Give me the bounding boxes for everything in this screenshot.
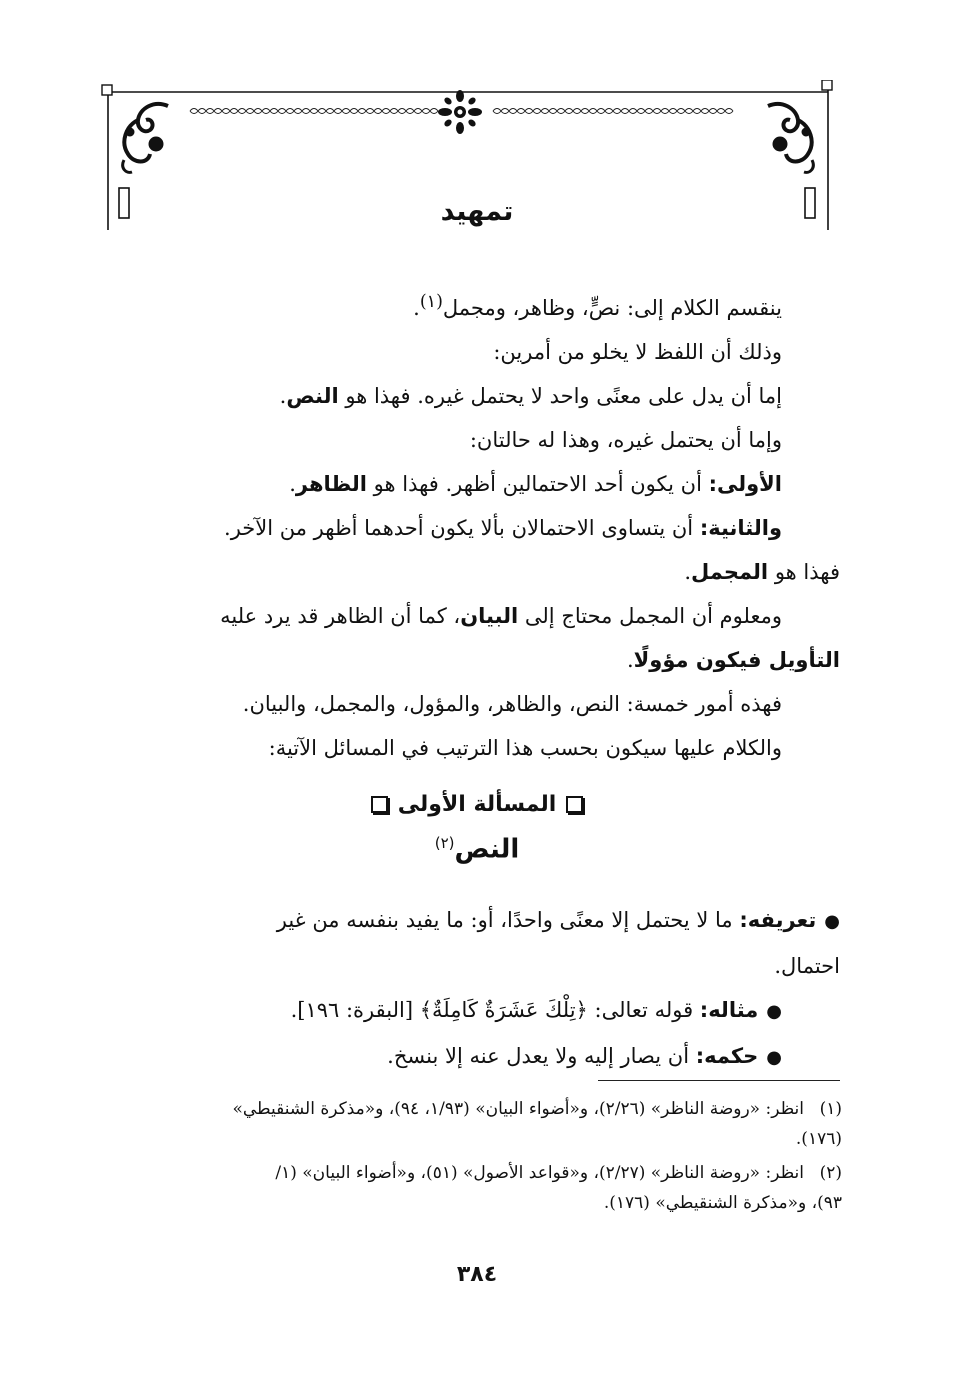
term-bold: المجمل (691, 560, 769, 584)
footnote-text: ٩٣)، و«مذكرة الشنقيطي» (١٧٦). (603, 1193, 842, 1213)
term-bold: الظاهر (295, 472, 367, 496)
paragraph-line (100, 506, 840, 550)
section-heading (0, 792, 954, 817)
bullet-dot-icon: ● (824, 911, 840, 932)
chain-pattern-right (493, 109, 733, 114)
section-heading-text: المسألة الأولى (397, 792, 557, 817)
paragraph-line: والكلام عليها سيكون بحسب هذا الترتيب في المسائل الآتية: (268, 736, 782, 760)
text-span: إما أن يدل على معنًى واحد لا يحتمل غيره. فهذا هو (338, 384, 782, 408)
footnote-text: انظر: «روضة الناظر» (٢/٢٧)، و«قواعد الأصول» (٥١)، و«أضواء البيان» (١/ (275, 1163, 804, 1183)
bullet-list (100, 898, 840, 1080)
paragraph-line (100, 550, 840, 594)
paragraph-line (100, 462, 840, 506)
text-span: ينقسم الكلام إلى: نصٍّ، وظاهر، ومجمل (442, 296, 782, 320)
paragraph-line: وإما أن يحتمل غيره، وهذا له حالتان: (469, 428, 782, 452)
footnote-text: (١٧٦). (795, 1129, 842, 1149)
paragraph-line: وذلك أن اللفظ لا يخلو من أمرين: (493, 340, 782, 364)
chapter-title: تمهيد (440, 196, 514, 227)
bullet-item (100, 988, 840, 1034)
term-bold: البيان (460, 604, 519, 628)
text-span: . (279, 384, 287, 408)
footnote-text: انظر: «روضة الناظر» (٢/٢٦)، و«أضواء البيان» (١/٩٣، ٩٤)، و«مذكرة الشنقيطي» (232, 1099, 804, 1119)
footnote-ref[interactable]: (١) (419, 292, 443, 312)
footnote-divider (598, 1080, 840, 1081)
text-span: . (684, 560, 692, 584)
square-bullet-icon (371, 796, 388, 813)
footnotes (100, 1094, 842, 1222)
footnote-number: (١) (819, 1099, 842, 1119)
text-span: فهذا هو (768, 560, 840, 584)
footnote-item (100, 1094, 842, 1154)
bullet-label: مثاله: (699, 998, 759, 1022)
term-bold: النص (286, 384, 339, 408)
text-span: ، كما أن الظاهر قد يرد عليه (220, 604, 461, 628)
center-ornament-icon (438, 90, 482, 134)
bullet-dot-icon: ● (766, 1001, 782, 1022)
term-bold: الأولى: (708, 472, 782, 496)
square-bullet-icon (566, 796, 583, 813)
intro-body (100, 280, 840, 770)
footnote-ref[interactable]: (٢) (434, 834, 455, 852)
paragraph-line (100, 280, 840, 330)
text-span: ما لا يحتمل إلا معنًى واحدًا، أو: ما يفيد بنفسه من غير (276, 908, 740, 932)
text-span: . (626, 648, 634, 672)
paragraph-line (100, 638, 840, 682)
bullet-label: تعريفه: (739, 908, 817, 932)
bullet-item (100, 898, 840, 944)
text-span: ومعلوم أن المجمل محتاج إلى (518, 604, 782, 628)
bullet-label: حكمه: (695, 1044, 759, 1068)
bullet-dot-icon: ● (766, 1047, 782, 1068)
footnote-item (100, 1158, 842, 1218)
subheading-text: النص (454, 834, 520, 865)
paragraph-line (100, 594, 840, 638)
text-span: أن يصار إليه ولا يعدل عنه إلا بنسخ. (387, 1044, 696, 1068)
bullet-item (100, 1034, 840, 1080)
term-bold: التأويل فيكون مؤولًا (633, 648, 840, 672)
section-subheading (0, 834, 954, 865)
term-bold: والثانية: (699, 516, 782, 540)
page-number: ٣٨٤ (456, 1262, 498, 1287)
footnote-number: (٢) (819, 1163, 842, 1183)
paragraph-line: فهذه أمور خمسة: النص، والظاهر، والمؤول، والمجمل، والبيان. (242, 692, 782, 716)
bullet-continuation: احتمال. (774, 954, 840, 978)
text-span: . (413, 296, 420, 320)
text-span: . (289, 472, 296, 496)
paragraph-line (100, 374, 840, 418)
text-span: قوله تعالى: ﴿تِلْكَ عَشَرَةٌ كَامِلَةٌ﴾ [البقرة: ١٩٦]. (290, 998, 700, 1022)
text-span: أن يتساوى الاحتمالان بألا يكون أحدهما أظهر من الآخر. (224, 516, 700, 540)
chain-pattern-left (190, 109, 438, 114)
text-span: أن يكون أحد الاحتمالين أظهر. فهذا هو (366, 472, 709, 496)
